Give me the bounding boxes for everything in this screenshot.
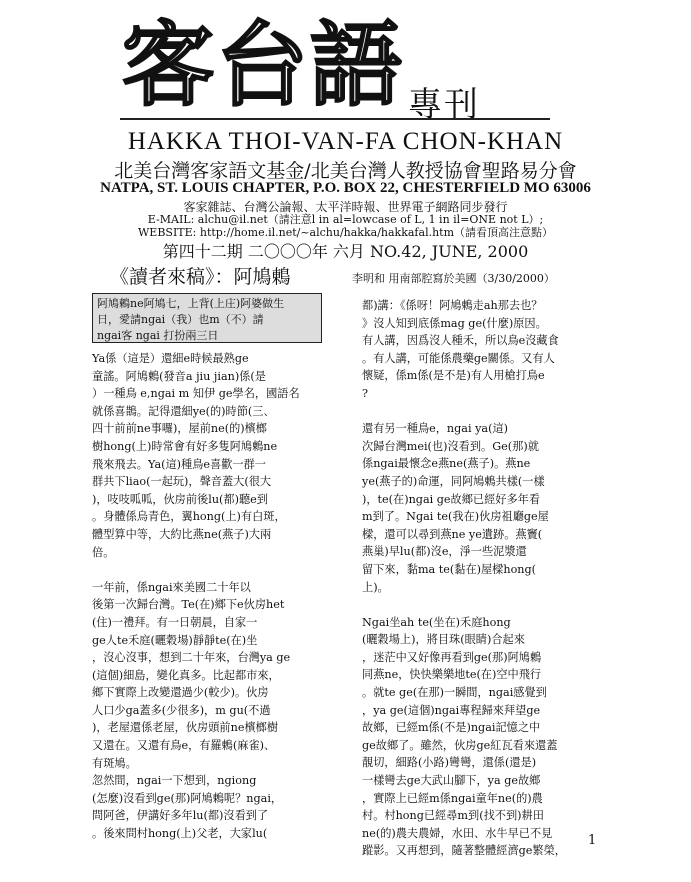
article-line: 》沒人知到底係mag ge(什麼)原因。 (362, 316, 547, 330)
article-line: 倍。 (92, 545, 115, 559)
article-line: 飛來飛去。Ya(這)種鳥e喜歡一群一 (92, 457, 266, 471)
article-line: ，實際上已經m係ngai童年ne(的)農 (362, 791, 543, 805)
article-line: ? (362, 386, 368, 400)
article-line: 留下來，黏ma te(黏在)屋樑hong( (362, 562, 537, 576)
article-line: )，老屋還係老屋，伙房頭前ne檳榔樹 (92, 721, 279, 735)
address-line: NATPA, ST. LOUIS CHAPTER, P.O. BOX 22, CHESTERFIELD MO 63006 (100, 180, 591, 196)
article-line: 村。村hong已經尋m到(找不到)耕田 (362, 809, 544, 823)
article-title: 《讀者來稿》：阿鳩鶇 (110, 266, 291, 288)
article-line: 靚切，細路(小路)彎彎，還係(還是) (362, 756, 537, 770)
article-line: 有斑鳩。 (92, 756, 137, 770)
article-line: 還有另一種鳥e，ngai ya(這) (362, 422, 509, 436)
article-line: 樹hong(上)時常會有好多隻阿鳩鶇ne (92, 439, 278, 453)
article-line: (曬穀場上)，將目珠(眼睛)合起來 (362, 633, 525, 647)
article-line: (住)一禮拜。有一日朝晨，自家一 (92, 615, 258, 629)
article-line: 一樣彎去ge大武山腳下，ya ge故鄉 (362, 774, 541, 788)
page-number: 1 (588, 833, 597, 848)
article-line: 就係喜鵲。記得還細ye(的)時節(三、 (92, 404, 275, 418)
article-line: 同燕ne，快快樂樂地te(在)空中飛行 (362, 668, 542, 682)
article-line: 。身體係烏青色，翼hong(上)有白斑， (92, 510, 286, 524)
article-line: 鄉下實際上改變還過少(較少)。伙房 (92, 686, 269, 700)
article-line: 燕巢)早lu(都)沒e，淨一些泥漿還 (362, 545, 527, 559)
article-line: 四十前前ne事囉)，屋前ne(的)檳榔 (92, 422, 267, 436)
article-line (362, 403, 606, 421)
rhyme-line: 日，愛請ngai（我）也m（不）請 (97, 313, 264, 326)
article-line: 次歸台灣mei(也)沒看到。Ge(那)就 (362, 439, 539, 453)
email-line: E-MAIL: alchu@il.net（請注意l in al=lowcase of L, 1 in il=ONE not L）; (147, 213, 544, 226)
masthead-rule (120, 118, 550, 120)
article-line: )，吱吱呱呱，伙房前後lu(都)聽e到 (92, 492, 268, 506)
article-byline: 李明和 用南部腔寫於美國（3/30/2000） (352, 272, 555, 285)
article-left-column (92, 350, 332, 843)
article-line: (怎麼)沒看到ge(那)阿鳩鶇呢？ngai， (92, 791, 283, 805)
rhyme-line: ngai客 ngai 打扮兩三日 (97, 329, 219, 342)
article-line: ，迷茫中又好像再看到ge(那)阿鳩鶇 (362, 650, 542, 664)
article-line: ge故鄉了。雖然，伙房ge紅瓦看來還蓋 (362, 738, 558, 752)
website-line: WEBSITE: http://home.il.net/~alchu/hakka/hakkafal.htm（請看頂高注意點） (137, 226, 554, 239)
article-line: ye(燕子的)命運，同阿鳩鶇共樣(一樣 (362, 474, 545, 488)
article-line: 人口少ga蓋多(少很多)，m gu(不過 (92, 703, 271, 717)
article-line: 群共下liao(一起玩)，聲音蓋大(很大 (92, 475, 272, 489)
nursery-rhyme-box (92, 293, 322, 343)
article-line: 都)講：《係呀！阿鳩鶇走ah那去也？ (362, 299, 543, 312)
article-line: 有人講，因爲沒人種禾，所以鳥e沒藏食 (362, 334, 559, 348)
article-line: ge人te禾庭(曬穀場)靜靜te(在)坐 (92, 633, 258, 647)
article-line: ，沒心沒事，想到二十年來，台灣ya ge (92, 651, 291, 665)
article-line: 故鄉，已經m係(不是)ngai記憶之中 (362, 721, 541, 735)
article-line: 懷疑，係m係(是不是)有人用槍打鳥e (362, 369, 545, 383)
article-line: 。有人講，可能係農藥ge關係。又有人 (362, 351, 555, 365)
copublishers-line: 客家雜誌、台灣公論報、太平洋時報、世界電子網路同步發行 (183, 200, 508, 214)
masthead-subtitle: 專刊 (408, 85, 480, 125)
article-line: (這個)細島，變化真多。比起都市來， (92, 668, 280, 682)
article-right-column (362, 297, 606, 860)
article-line: 又還在。又還有鳥e，有羅鶇(麻雀)、 (92, 739, 276, 753)
english-title: HAKKA THOI-VAN-FA CHON-KHAN (127, 128, 564, 155)
article-line: 一年前，係ngai來美國二十年以 (92, 580, 251, 594)
article-line: ）一種鳥 e,ngai m 知伊 ge學名，國語名 (92, 387, 300, 401)
rhyme-line: 阿鳩鶇ne阿鳩七，上背(上庄)阿婆做生 (97, 297, 285, 310)
article-line: ，ya ge(這個)ngai專程歸來拜望ge (362, 703, 541, 717)
article-line: ne(的)農夫農婦，水田、水牛早已不見 (362, 826, 553, 840)
article-line: 樑，還可以尋到燕ne ye遺跡。燕竇( (362, 527, 543, 541)
article-line: 係ngai最懷念e燕ne(燕子)。燕ne (362, 457, 531, 471)
article-line: 上)。 (362, 580, 389, 594)
article-line: m到了。Ngai te(我在)伙房祖廳ge屋 (362, 510, 549, 524)
publisher-line: 北美台灣客家語文基金/北美台灣人教授協會聖路易分會 (114, 160, 577, 182)
article-line: 。後來問村hong(上)父老，大家lu( (92, 827, 268, 841)
issue-line: 第四十二期 二〇〇〇年 六月 NO.42, JUNE, 2000 (162, 242, 529, 261)
masthead-title: 客台語 (122, 12, 405, 119)
article-line: )，te(在)ngai ge故鄉已經好多年看 (362, 492, 541, 506)
article-line: 體型算中等，大約比燕ne(燕子)大兩 (92, 527, 272, 541)
article-line: 忽然間，ngai一下想到，ngiong (92, 774, 257, 788)
article-line (92, 561, 332, 579)
article-line: Ngai坐ah te(坐在)禾庭hong (362, 615, 511, 629)
article-line: 童謠。阿鳩鶇(發音a jiu jian)係(是 (92, 369, 266, 383)
article-line: 問阿爸，伊講好多年lu(都)沒看到了 (92, 809, 269, 823)
article-line: 蹤影。又再想到，隨著整體經濟ge繁榮， (362, 844, 566, 858)
article-line (362, 596, 606, 614)
article-line: Ya係（這是）還細e時候最熟ge (92, 352, 249, 365)
article-line: 後第一次歸台灣。Te(在)鄉下e伙房het (92, 598, 285, 612)
article-line: 。就te ge(在那)一瞬間，ngai感覺到 (362, 686, 547, 700)
